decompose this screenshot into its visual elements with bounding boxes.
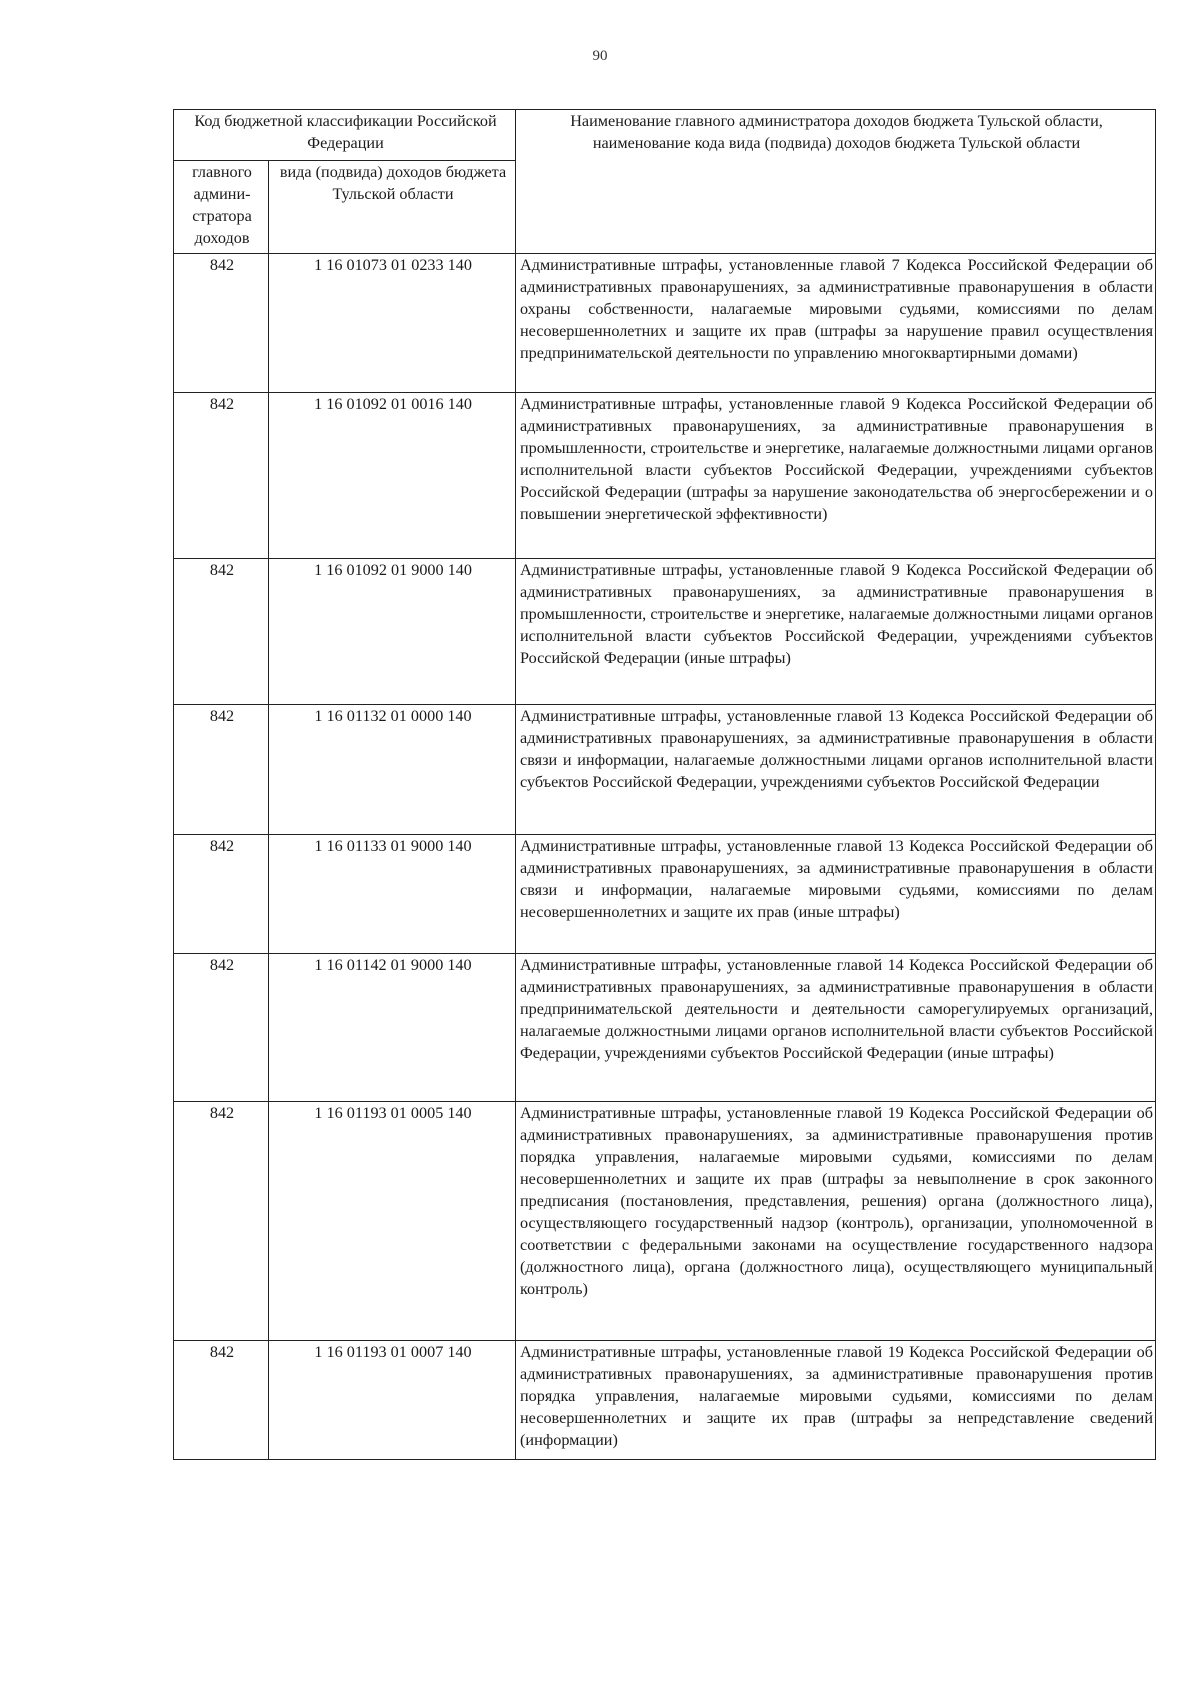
admin-code-cell: 842	[174, 705, 269, 835]
table-row	[174, 705, 1156, 835]
admin-code-cell: 842	[174, 254, 269, 393]
table-row	[174, 1102, 1156, 1341]
table-row	[174, 835, 1156, 954]
table-row	[174, 559, 1156, 705]
income-code-cell: 1 16 01092 01 9000 140	[269, 559, 516, 705]
description-cell: Административные штрафы, установленные главой 14 Кодекса Российской Федерации об административных правонарушениях, за административные правонарушения в области предпринимательской деятельности и деятельности саморегулируемых организаций, налагаемые должностными лицами органов исполнительной власти субъектов Российской Федерации, учреждениями субъектов Российской Федерации (иные штрафы)	[516, 954, 1156, 1102]
header-admin: главного админи-стратора доходов	[174, 161, 269, 254]
income-code-cell: 1 16 01073 01 0233 140	[269, 254, 516, 393]
income-code-cell: 1 16 01142 01 9000 140	[269, 954, 516, 1102]
description-cell: Административные штрафы, установленные главой 9 Кодекса Российской Федерации об административных правонарушениях, за административные правонарушения в промышленности, строительстве и энергетике, налагаемые должностными лицами органов исполнительной власти субъектов Российской Федерации, учреждениями субъектов Российской Федерации (штрафы за нарушение законодательства об энергосбережении и о повышении энергетической эффективности)	[516, 393, 1156, 559]
admin-code-cell: 842	[174, 559, 269, 705]
header-kind: вида (подвида) доходов бюджета Тульской области	[269, 161, 516, 254]
admin-code-cell: 842	[174, 393, 269, 559]
income-code-cell: 1 16 01193 01 0007 140	[269, 1341, 516, 1460]
table-row	[174, 254, 1156, 393]
income-code-cell: 1 16 01133 01 9000 140	[269, 835, 516, 954]
table-row	[174, 393, 1156, 559]
description-cell: Административные штрафы, установленные главой 19 Кодекса Российской Федерации об административных правонарушениях, за административные правонарушения против порядка управления, налагаемые мировыми судьями, комиссиями по делам несовершеннолетних и защите их прав (штрафы за невыполнение в срок законного предписания (постановления, представления, решения) органа (должностного лица), осуществляющего государственный надзор (контроль), организации, уполномоченной в соответствии с федеральными законами на осуществление государственного надзора (должностного лица), органа (должностного лица), осуществляющего муниципальный контроль)	[516, 1102, 1156, 1341]
admin-code-cell: 842	[174, 1102, 269, 1341]
description-cell: Административные штрафы, установленные главой 13 Кодекса Российской Федерации об административных правонарушениях, за административные правонарушения в области связи и информации, налагаемые мировыми судьями, комиссиями по делам несовершеннолетних и защите их прав (иные штрафы)	[516, 835, 1156, 954]
income-code-cell: 1 16 01193 01 0005 140	[269, 1102, 516, 1341]
header-name: Наименование главного администратора доходов бюджета Тульской области, наименование кода вида (подвида) доходов бюджета Тульской области	[516, 110, 1156, 254]
description-cell: Административные штрафы, установленные главой 7 Кодекса Российской Федерации об административных правонарушениях, за административные правонарушения в области охраны собственности, налагаемые мировыми судьями, комиссиями по делам несовершеннолетних и защите их прав (штрафы за нарушение правил осуществления предпринимательской деятельности по управлению многоквартирными домами)	[516, 254, 1156, 393]
header-kbk: Код бюджетной классификации Российской Федерации	[174, 110, 516, 161]
admin-code-cell: 842	[174, 835, 269, 954]
admin-code-cell: 842	[174, 1341, 269, 1460]
income-code-cell: 1 16 01092 01 0016 140	[269, 393, 516, 559]
table-row	[174, 1341, 1156, 1460]
income-code-cell: 1 16 01132 01 0000 140	[269, 705, 516, 835]
admin-code-cell: 842	[174, 954, 269, 1102]
description-cell: Административные штрафы, установленные главой 9 Кодекса Российской Федерации об административных правонарушениях, за административные правонарушения в промышленности, строительстве и энергетике, налагаемые должностными лицами органов исполнительной власти субъектов Российской Федерации, учреждениями субъектов Российской Федерации (иные штрафы)	[516, 559, 1156, 705]
table-row	[174, 954, 1156, 1102]
description-cell: Административные штрафы, установленные главой 13 Кодекса Российской Федерации об административных правонарушениях, за административные правонарушения в области связи и информации, налагаемые должностными лицами органов исполнительной власти субъектов Российской Федерации, учреждениями субъектов Российской Федерации	[516, 705, 1156, 835]
page-number: 90	[592, 48, 608, 64]
description-cell: Административные штрафы, установленные главой 19 Кодекса Российской Федерации об административных правонарушениях, за административные правонарушения против порядка управления, налагаемые мировыми судьями, комиссиями по делам несовершеннолетних и защите их прав (штрафы за непредставление сведений (информации)	[516, 1341, 1156, 1460]
budget-classification-table	[173, 109, 1156, 1460]
